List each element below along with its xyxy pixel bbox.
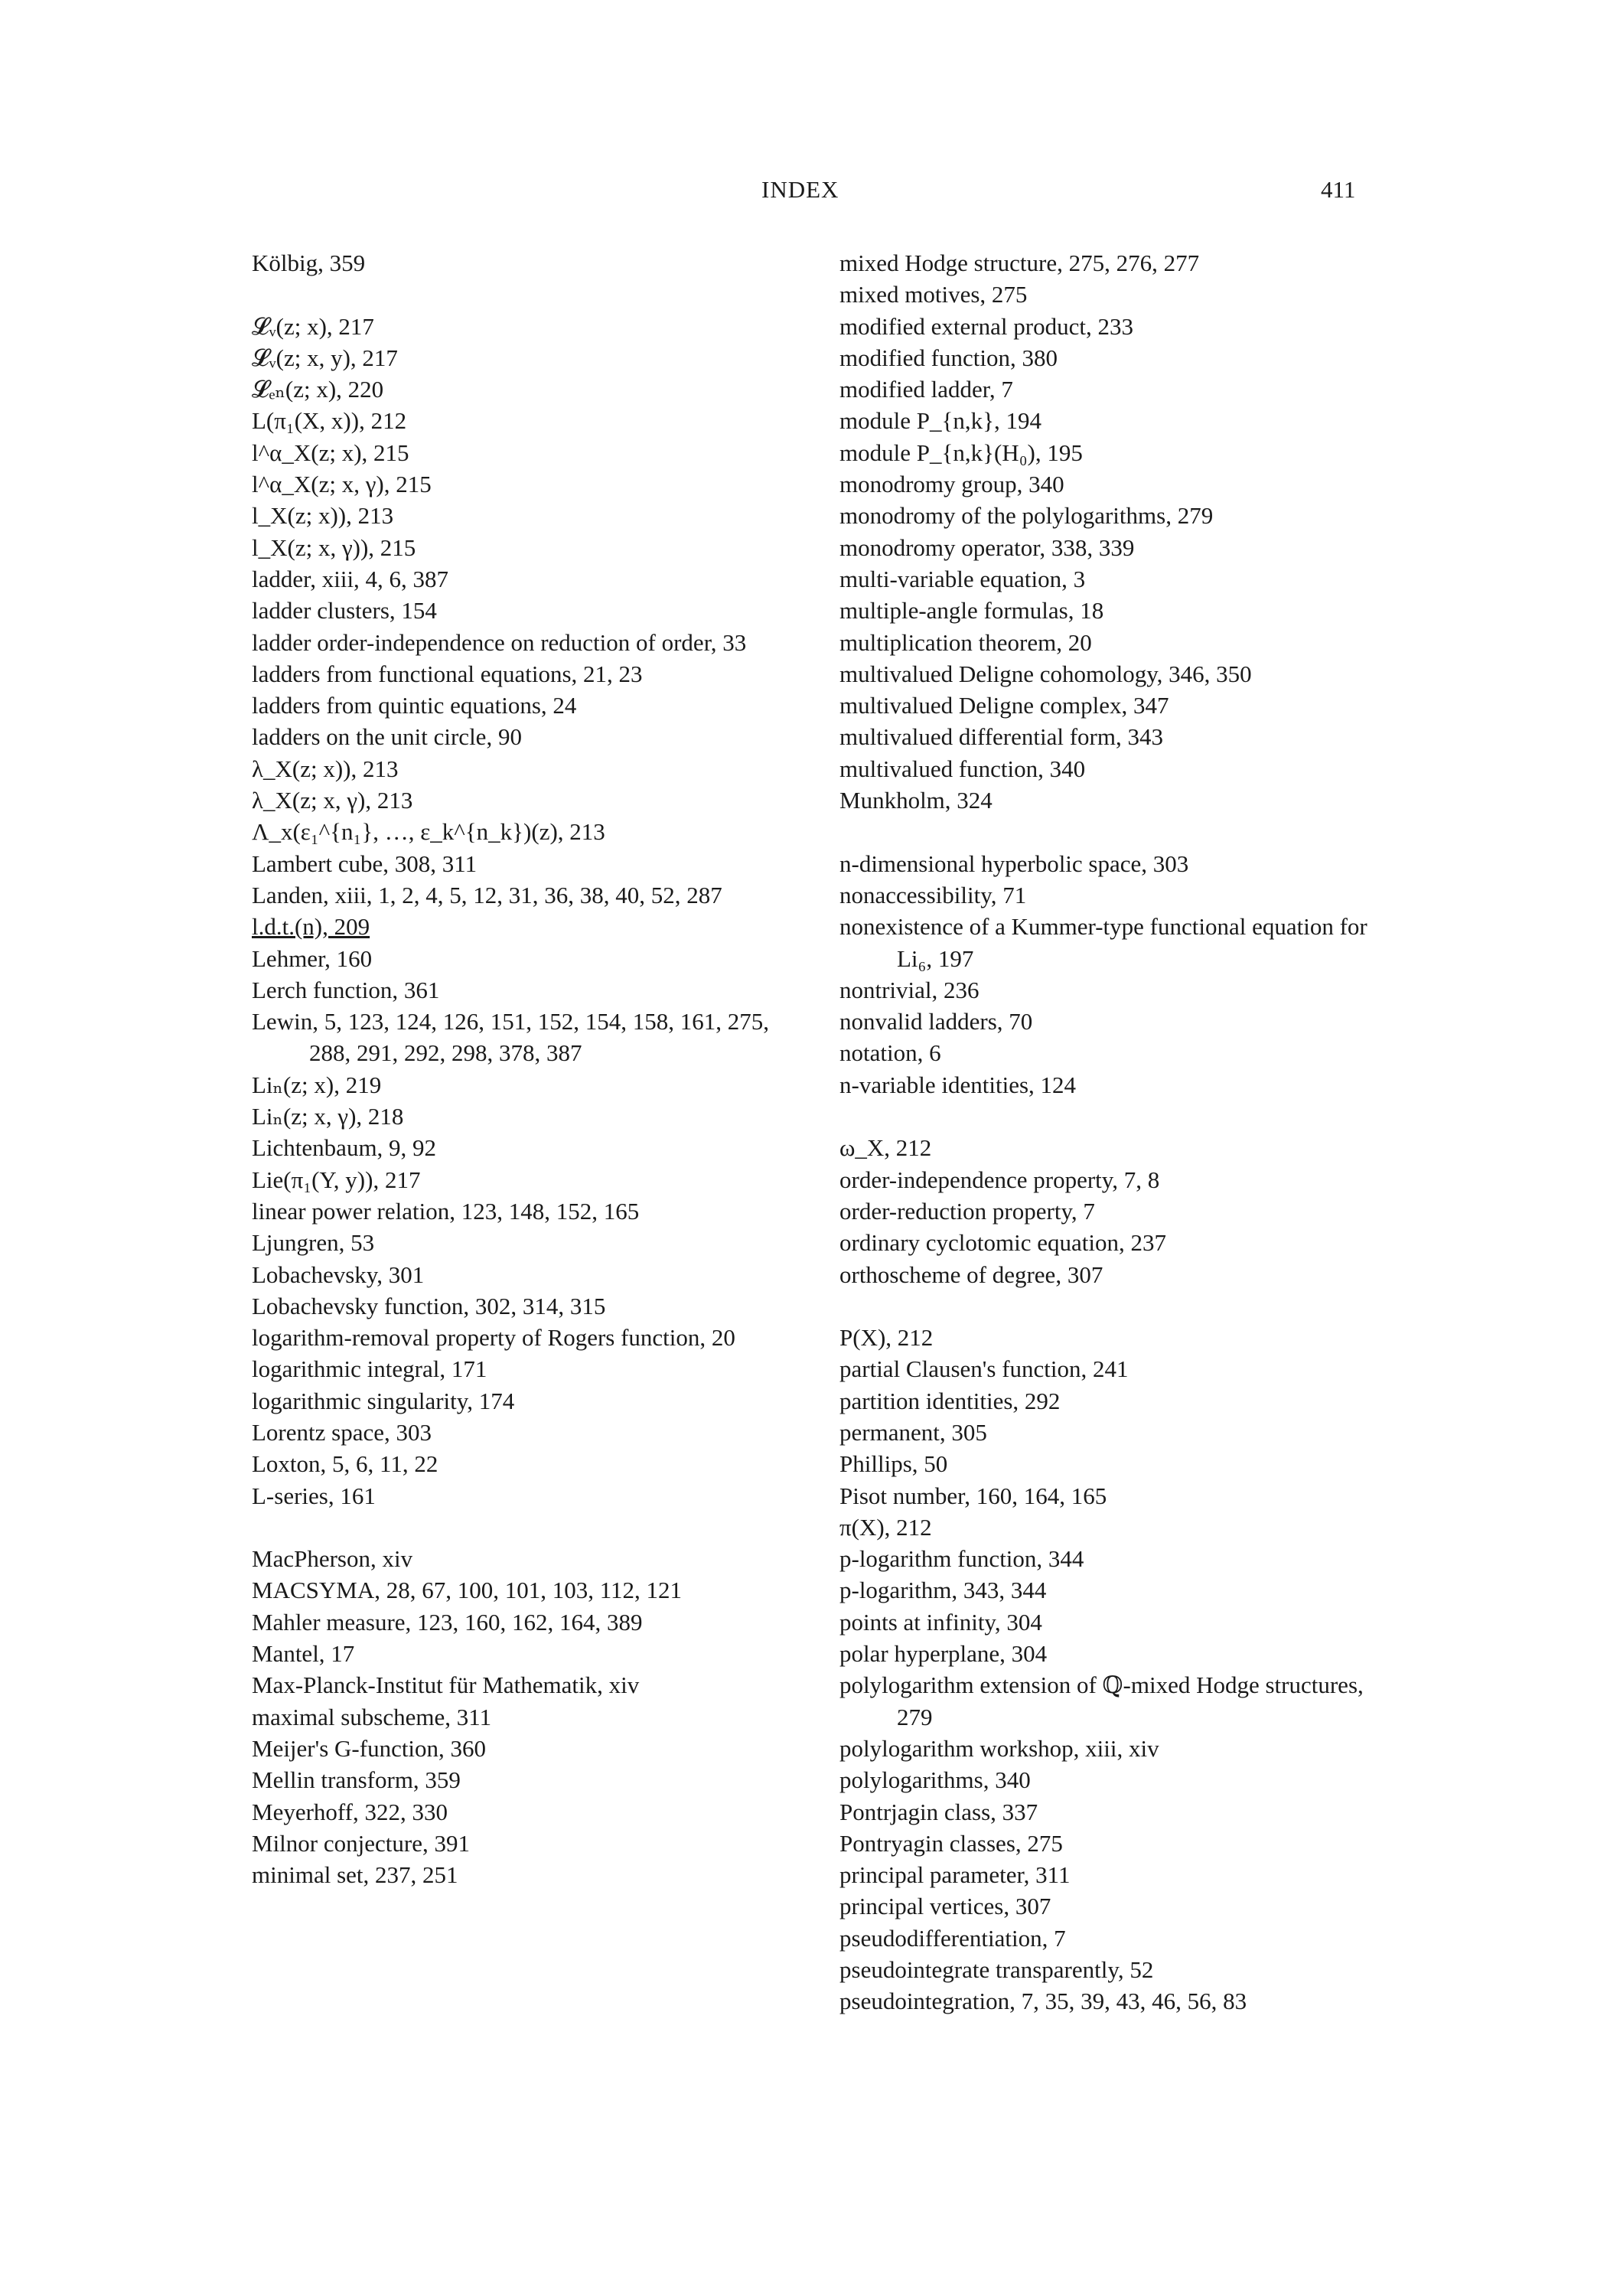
index-entry: ladder order-independence on reduction of order, 33 — [252, 628, 747, 656]
index-entry: module P_{n,k}, 194 — [839, 407, 1041, 435]
index-entry: Lorentz space, 303 — [252, 1418, 432, 1446]
index-entry: ladders from functional equations, 21, 23 — [252, 660, 643, 687]
index-entry: Lobachevsky function, 302, 314, 315 — [252, 1292, 606, 1319]
index-entry: minimal set, 237, 251 — [252, 1861, 458, 1889]
index-entry: l_X(z; x)), 213 — [252, 502, 394, 530]
index-entry: Mantel, 17 — [252, 1640, 355, 1668]
index-entry: nonexistence of a Kummer-type functional equation for Li₆, 197 — [839, 913, 1367, 972]
letter-group-gap — [839, 816, 1375, 847]
index-entry: pseudointegration, 7, 35, 39, 43, 46, 56, 83 — [839, 1988, 1247, 2015]
index-entry: multi-variable equation, 3 — [839, 565, 1086, 592]
index-entry: polylogarithm workshop, xiii, xiv — [839, 1734, 1159, 1762]
index-entry: nonaccessibility, 71 — [839, 881, 1027, 908]
index-column-left — [252, 247, 787, 1890]
index-entry: pseudointegrate transparently, 52 — [839, 1956, 1154, 1984]
index-entry: l^α_X(z; x), 215 — [252, 439, 409, 466]
index-entry: n-variable identities, 124 — [839, 1071, 1077, 1098]
index-entry: p-logarithm, 343, 344 — [839, 1577, 1047, 1604]
index-entry: mixed motives, 275 — [839, 281, 1028, 308]
index-entry: Munkholm, 324 — [839, 787, 993, 814]
index-entry: Mellin transform, 359 — [252, 1766, 461, 1794]
index-column-right — [839, 247, 1375, 2017]
index-entry: L-series, 161 — [252, 1482, 376, 1509]
index-entry: pseudodifferentiation, 7 — [839, 1924, 1066, 1952]
index-entry: polar hyperplane, 304 — [839, 1640, 1048, 1668]
index-entry: principal vertices, 307 — [839, 1893, 1051, 1920]
index-entry: multivalued differential form, 343 — [839, 723, 1163, 751]
index-entry: modified external product, 233 — [839, 312, 1133, 340]
letter-group-gap — [839, 1290, 1375, 1322]
index-entry: ladders on the unit circle, 90 — [252, 723, 522, 751]
letter-group-gap — [839, 1101, 1375, 1132]
index-entry: partition identities, 292 — [839, 1387, 1061, 1414]
index-entry: monodromy of the polylogarithms, 279 — [839, 502, 1214, 530]
index-entry: p-logarithm function, 344 — [839, 1545, 1084, 1573]
index-entry: l_X(z; x, γ)), 215 — [252, 533, 416, 561]
index-entry: Λ_x(ε₁^{n₁}, …, ε_k^{n_k})(z), 213 — [252, 818, 605, 846]
index-entry: points at infinity, 304 — [839, 1608, 1042, 1636]
index-entry: Lambert cube, 308, 311 — [252, 850, 478, 877]
page-number: 411 — [1321, 176, 1356, 203]
index-entry: 𝓛ᵥ(z; x, y), 217 — [252, 344, 398, 371]
index-entry: monodromy operator, 338, 339 — [839, 533, 1135, 561]
index-entry: notation, 6 — [839, 1039, 941, 1067]
index-entry: nonvalid ladders, 70 — [839, 1008, 1033, 1035]
index-entry: Lobachevsky, 301 — [252, 1261, 425, 1288]
index-entry: order-independence property, 7, 8 — [839, 1166, 1160, 1193]
index-entry: principal parameter, 311 — [839, 1861, 1071, 1889]
index-entry: multiple-angle formulas, 18 — [839, 597, 1104, 625]
index-entry: order-reduction property, 7 — [839, 1197, 1095, 1225]
index-entry: module P_{n,k}(H₀), 195 — [839, 439, 1083, 466]
index-entry: nontrivial, 236 — [839, 976, 980, 1003]
index-entry: λ_X(z; x, γ), 213 — [252, 787, 413, 814]
index-entry: maximal subscheme, 311 — [252, 1703, 492, 1730]
index-entry: multiplication theorem, 20 — [839, 628, 1092, 656]
index-entry: Pontrjagin class, 337 — [839, 1798, 1038, 1825]
index-entry: Meyerhoff, 322, 330 — [252, 1798, 448, 1825]
index-entry: ladders from quintic equations, 24 — [252, 692, 577, 719]
index-entry: Kölbig, 359 — [252, 249, 366, 276]
index-entry: 𝓛ᵥ(z; x), 217 — [252, 312, 374, 340]
index-entry: Pontryagin classes, 275 — [839, 1829, 1063, 1857]
index-entry: polylogarithms, 340 — [839, 1766, 1031, 1794]
index-entry: mixed Hodge structure, 275, 276, 277 — [839, 249, 1200, 276]
index-entry: ω_X, 212 — [839, 1134, 932, 1162]
letter-group-gap — [252, 1512, 787, 1543]
index-entry: monodromy group, 340 — [839, 471, 1064, 498]
index-entry: orthoscheme of degree, 307 — [839, 1261, 1103, 1288]
index-entry: P(X), 212 — [839, 1324, 934, 1352]
index-entry: l^α_X(z; x, γ), 215 — [252, 471, 432, 498]
index-entry: Mahler measure, 123, 160, 162, 164, 389 — [252, 1608, 643, 1636]
index-entry: Milnor conjecture, 391 — [252, 1829, 470, 1857]
index-entry: Ljungren, 53 — [252, 1229, 375, 1257]
index-entry: permanent, 305 — [839, 1418, 987, 1446]
index-entry: logarithm-removal property of Rogers function, 20 — [252, 1324, 735, 1352]
index-entry: partial Clausen's function, 241 — [839, 1355, 1129, 1383]
index-entry: ladder, xiii, 4, 6, 387 — [252, 565, 449, 592]
index-entry: ladder clusters, 154 — [252, 597, 437, 625]
index-entry: logarithmic integral, 171 — [252, 1355, 487, 1383]
index-entry: logarithmic singularity, 174 — [252, 1387, 515, 1414]
index-entry: Lie(π₁(Y, y)), 217 — [252, 1166, 421, 1193]
index-entry: Pisot number, 160, 164, 165 — [839, 1482, 1107, 1509]
index-entry: multivalued Deligne cohomology, 346, 350 — [839, 660, 1252, 687]
index-entry: MacPherson, xiv — [252, 1545, 413, 1573]
index-entry: linear power relation, 123, 148, 152, 165 — [252, 1197, 640, 1225]
index-entry: Landen, xiii, 1, 2, 4, 5, 12, 31, 36, 38, 40, 52, 287 — [252, 881, 722, 908]
index-entry: π(X), 212 — [839, 1513, 932, 1541]
index-entry: Loxton, 5, 6, 11, 22 — [252, 1450, 438, 1478]
index-entry: Max-Planck-Institut für Mathematik, xiv — [252, 1671, 640, 1699]
index-entry: n-dimensional hyperbolic space, 303 — [839, 850, 1189, 877]
letter-group-gap — [252, 279, 787, 310]
index-entry: MACSYMA, 28, 67, 100, 101, 103, 112, 121 — [252, 1577, 683, 1604]
index-entry: multivalued function, 340 — [839, 755, 1086, 782]
index-entry: Meijer's G-function, 360 — [252, 1734, 487, 1762]
index-entry: Phillips, 50 — [839, 1450, 948, 1478]
index-entry: L(π₁(X, x)), 212 — [252, 407, 407, 435]
index-entry: modified ladder, 7 — [839, 376, 1013, 403]
index-entry: modified function, 380 — [839, 344, 1058, 371]
index-entry: Liₙ(z; x, γ), 218 — [252, 1103, 404, 1130]
running-head: INDEX — [761, 176, 839, 203]
index-entry: Liₙ(z; x), 219 — [252, 1071, 382, 1098]
index-entry: Lewin, 5, 123, 124, 126, 151, 152, 154, 158, 161, 275, 288, 291, 292, 298, 378, 387 — [252, 1008, 769, 1067]
index-entry: Lerch function, 361 — [252, 976, 440, 1003]
index-entry: l.d.t.(n), 209 — [252, 913, 370, 941]
index-entry: ordinary cyclotomic equation, 237 — [839, 1229, 1166, 1257]
index-entry: Lichtenbaum, 9, 92 — [252, 1134, 437, 1162]
index-entry: Lehmer, 160 — [252, 944, 373, 972]
index-entry: 𝓛ₑₙ(z; x), 220 — [252, 376, 384, 403]
index-entry: polylogarithm extension of ℚ-mixed Hodge structures, 279 — [839, 1671, 1364, 1730]
index-entry: multivalued Deligne complex, 347 — [839, 692, 1169, 719]
index-entry: λ_X(z; x)), 213 — [252, 755, 399, 782]
